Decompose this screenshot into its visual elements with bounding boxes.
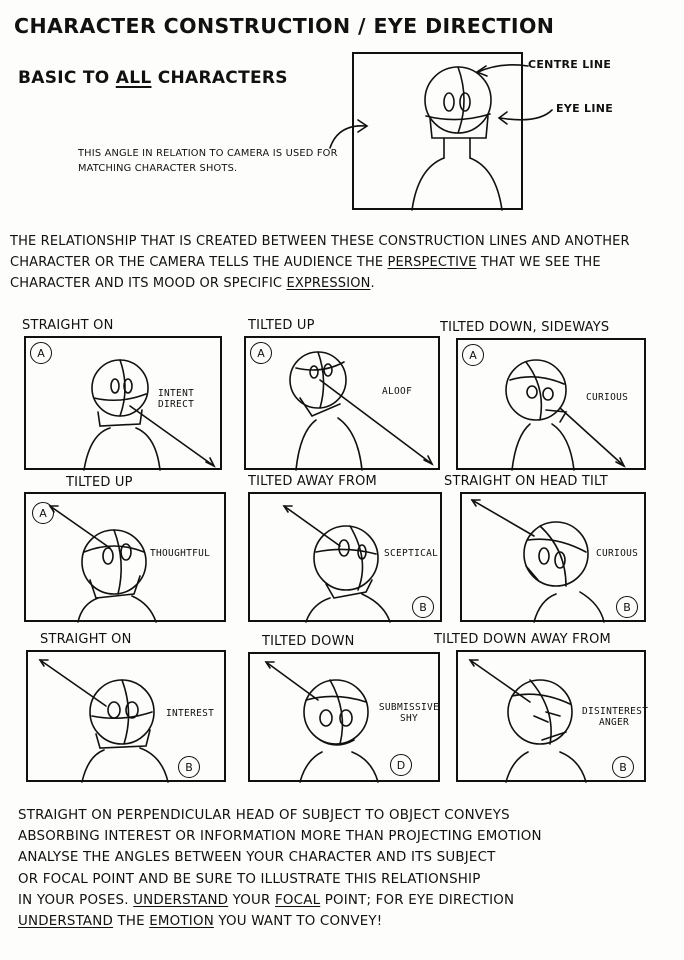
panel-8-title: TILTED DOWN bbox=[262, 634, 355, 649]
panel-6-badge: B bbox=[616, 596, 638, 618]
panel-9-badge: B bbox=[612, 756, 634, 778]
closing-text bbox=[18, 805, 678, 932]
paragraph-text-1: THE RELATIONSHIP THAT IS CREATED BETWEEN THESE CONSTRUCTION LINES AND ANOTHER CHARACTER OR THE CAMERA TELLS THE AUDIENCE THE bbox=[10, 234, 630, 270]
panel-7-title: STRAIGHT ON bbox=[40, 632, 132, 647]
panel-5-drawing bbox=[284, 506, 390, 622]
panel-8-badge: D bbox=[390, 754, 412, 776]
panel-1-label: INTENT DIRECT bbox=[158, 388, 195, 410]
closing-text-5b: YOUR bbox=[228, 892, 276, 908]
understand-emphasis-2: UNDERSTAND bbox=[18, 914, 114, 930]
panel-4-badge: A bbox=[32, 502, 54, 524]
intro-note: THIS ANGLE IN RELATION TO CAMERA IS USED FOR MATCHING CHARACTER SHOTS. bbox=[78, 148, 338, 174]
panel-7-badge: B bbox=[178, 756, 200, 778]
perspective-emphasis: PERSPECTIVE bbox=[387, 255, 477, 270]
panel-5-badge: B bbox=[412, 596, 434, 618]
understand-emphasis: UNDERSTAND bbox=[133, 892, 229, 908]
panel-5-label: SCEPTICAL bbox=[384, 548, 439, 559]
panel-9-label: DISINTEREST ANGER bbox=[582, 706, 649, 728]
panel-7-drawing bbox=[40, 660, 168, 782]
panel-2-label: ALOOF bbox=[382, 386, 413, 397]
closing-line-4: OR FOCAL POINT AND BE SURE TO ILLUSTRATE THIS RELATIONSHIP bbox=[18, 871, 481, 887]
panel-8-label: SUBMISSIVE SHY bbox=[378, 702, 440, 724]
panel-9-drawing bbox=[470, 660, 586, 782]
panel-7-label: INTEREST bbox=[166, 708, 215, 719]
page-title: CHARACTER CONSTRUCTION / EYE DIRECTION bbox=[14, 14, 555, 38]
closing-text-5c: POINT; FOR EYE DIRECTION bbox=[320, 892, 515, 908]
closing-line-5 bbox=[18, 890, 678, 911]
centre-line-label: CENTRE LINE bbox=[528, 58, 612, 71]
panel-3-badge: A bbox=[462, 344, 484, 366]
paragraph-text-2: THAT WE SEE THE CHARACTER AND ITS MOOD OR SPECIFIC bbox=[10, 255, 601, 291]
expression-emphasis: EXPRESSION bbox=[286, 276, 371, 291]
closing-line-2: ABSORBING INTEREST OR INFORMATION MORE THAN PROJECTING EMOTION bbox=[18, 829, 542, 845]
closing-text-6b: THE bbox=[113, 914, 150, 930]
eye-line-label: EYE LINE bbox=[556, 102, 614, 115]
focal-emphasis: FOCAL bbox=[275, 892, 321, 908]
panel-6-label: CURIOUS bbox=[596, 548, 639, 559]
closing-text-5a: IN YOUR POSES. bbox=[18, 892, 134, 908]
panel-4-title: TILTED UP bbox=[66, 475, 133, 490]
paragraph-text-3: . bbox=[370, 276, 375, 291]
closing-line-6 bbox=[18, 911, 678, 932]
panel-3-drawing bbox=[506, 360, 624, 470]
panel-6-title: STRAIGHT ON HEAD TILT bbox=[444, 474, 608, 489]
closing-text-6c: YOU WANT TO CONVEY! bbox=[213, 914, 383, 930]
panel-1-title: STRAIGHT ON bbox=[22, 318, 114, 333]
panel-1-badge: A bbox=[30, 342, 52, 364]
subtitle-prefix: BASIC TO bbox=[18, 68, 116, 88]
panel-4-drawing bbox=[50, 506, 156, 622]
panel-2-title: TILTED UP bbox=[248, 318, 315, 333]
emotion-emphasis: EMOTION bbox=[149, 914, 214, 930]
panel-5-title: TILTED AWAY FROM bbox=[248, 474, 377, 489]
panel-9-title: TILTED DOWN AWAY FROM bbox=[434, 632, 611, 647]
panel-8-drawing bbox=[266, 662, 378, 782]
closing-line-3: ANALYSE THE ANGLES BETWEEN YOUR CHARACTER AND ITS SUBJECT bbox=[18, 850, 496, 866]
panel-2-drawing bbox=[290, 352, 432, 470]
subtitle-emphasis: ALL bbox=[115, 68, 152, 88]
subtitle-suffix: CHARACTERS bbox=[151, 68, 288, 88]
panel-6-drawing bbox=[472, 500, 604, 622]
panel-4-label: THOUGHTFUL bbox=[150, 548, 211, 559]
panel-3-title: TILTED DOWN, SIDEWAYS bbox=[440, 320, 610, 335]
panel-2-badge: A bbox=[250, 342, 272, 364]
closing-line-1: STRAIGHT ON PERPENDICULAR HEAD OF SUBJECT TO OBJECT CONVEYS bbox=[18, 808, 510, 823]
panel-3-label: CURIOUS bbox=[586, 392, 629, 403]
panel-1-drawing bbox=[84, 360, 214, 470]
